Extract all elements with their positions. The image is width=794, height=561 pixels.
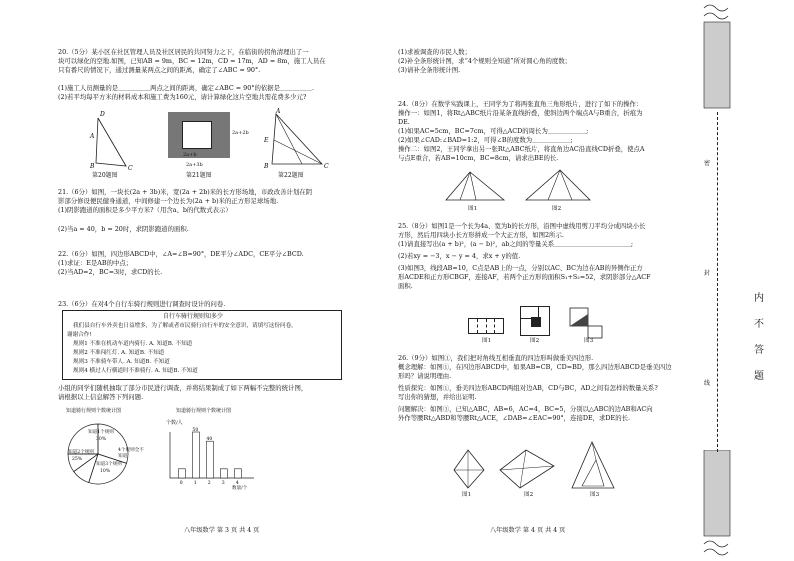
pie-label-3: 知道3个规则 [96, 462, 122, 467]
binding-word-1: 密 [704, 160, 711, 167]
pie-label-4: 4个规则全不知道 [118, 448, 144, 459]
fig24-1-crease [460, 172, 470, 200]
bar [234, 469, 241, 478]
binding-word-7: 题 [754, 371, 764, 382]
figure-25-3 [568, 304, 608, 340]
fig21-caption: 第21题图 [186, 172, 212, 179]
bar-chart [160, 426, 260, 488]
fig22-label-b: B [264, 163, 269, 170]
rp-top1: (1)求被调查的市民人数； [398, 48, 471, 56]
q21-line4: (2)当a = 40，b = 20时，求阴影跑道的面积. [58, 225, 189, 233]
bar-tick-label: 1 [193, 481, 197, 486]
binding-pattern-top [702, 0, 732, 110]
q24-line7: 与点E重合，若AB=10cm，BC=8cm，请求出BE的长. [398, 154, 559, 162]
bar [192, 432, 199, 478]
rp-top3: (3)请补全条形统计图. [398, 66, 461, 74]
pie-label-2: 知道2个规则 [68, 450, 94, 455]
figure-24-2 [520, 164, 596, 208]
figure-26-1 [448, 444, 490, 494]
fig24-2-fold [548, 170, 560, 200]
fig26-caption3: 图3 [590, 492, 600, 498]
bar-tick-label: 4 [235, 481, 239, 486]
fig20-label-d: D [100, 111, 105, 118]
fig26-1-quad [454, 450, 484, 488]
q25-line2: 方形，然后用四块小长方形拼成一个大正方形，如图2所示. [398, 231, 564, 239]
pie-value-2: 25% [72, 457, 83, 462]
fig20-label-a: A [90, 133, 95, 140]
q26-line1: 26.（9分）如图①，我们把对角线互相垂直的四边形叫做垂美四边形. [398, 354, 594, 362]
q25-line1: 25.（8分）如图1是一个长为4a、宽为b的长方形，沿图中虚线用剪刀平均分成四块小长 [398, 222, 646, 230]
fig22-line2 [274, 140, 322, 164]
q26-line6: 问题解决：如图③，已知△ABC，AB=6，AC=4，BC=5，分别以△ABC的边AB和AC向 [398, 405, 653, 413]
q21-line1: 21.（6分）如图，一块长(2a + 3b)米，宽(2a + 2b)米的长方形场地，市政改善计划在阴 [58, 188, 313, 196]
q25-line7: 面积. [398, 282, 413, 290]
q25-line6: 形ACDE和正方形CBGF，连接AF，若两个正方形的面积S₁+S₂=52，求阴影部分△ACF [398, 273, 651, 281]
bar-tick-label: 2 [207, 481, 211, 486]
q23-box-title: 自行车骑行规则知多少 [163, 313, 224, 320]
fig26-2-diag1 [500, 466, 554, 470]
bar-data-label: 50 [192, 428, 199, 433]
q20-line4: (1)施工人员测量的是＿＿＿＿＿两点之间的距离，确定∠ABC = 90°的依据是＿＿＿＿＿. [58, 84, 315, 92]
bar-xlabel: 数量/个 [232, 486, 248, 491]
binding-margin [694, 0, 794, 561]
fig21-inner-square [182, 121, 212, 149]
pie-label-1: 知道1个规则 [88, 430, 114, 435]
q21-line3: (1)阴影跑道的面积是多少平方米?（用含a、b的代数式表示） [58, 206, 232, 214]
q23-rule1: 规则1 不准在机动车道内骑行. A. 知道B. 不知道 [73, 341, 193, 347]
q25-line4: (2)若xy = −3，x − y = 4，求x + y的值. [398, 252, 521, 260]
q20-line5: (2)若平均每平方米的材料成本和施工费为160元，请计算绿化这片空地共需花费多少元? [58, 93, 307, 101]
bar-ylabel: 个数/人 [166, 420, 183, 426]
q23-box-line2: 谢谢合作! [67, 332, 92, 338]
q26-line3: 形吗？请说明理由. [398, 372, 452, 380]
fig22-caption: 第22题图 [278, 172, 304, 179]
fig20-caption: 第20题图 [92, 172, 118, 179]
binding-hatch-top [704, 22, 730, 108]
binding-word-3: 线 [704, 380, 711, 387]
fig25-1-part [487, 319, 496, 333]
fig25-3-square2 [588, 326, 602, 338]
binding-word-6: 答 [754, 345, 764, 356]
q24-line3: DE. [398, 118, 410, 126]
fig26-2-diag2 [520, 450, 526, 488]
q24-line4: (1)如果AC=5cm，BC=7cm，可得△ACD的周长为＿＿＿＿＿＿; [398, 127, 589, 135]
fig25-1-part [469, 319, 478, 333]
pie-value-3: 10% [100, 469, 111, 474]
fig20-diagonal [98, 118, 126, 166]
bar [220, 469, 227, 478]
binding-word-4: 内 [754, 293, 764, 304]
q24-line2: 操作一：如图1，将Rt△ABC纸片沿某条直线折叠，使斜边两个端点A与B重合，折痕为 [398, 109, 643, 117]
fig26-3-inner [582, 460, 604, 486]
fig24-2-crease [560, 170, 572, 200]
q22-line1: 22.（6分）如图，四边形ABCD中，∠A=∠B=90°，DE平分∠ADC，CE平分∠BCD. [58, 250, 304, 258]
fig20-label-b: B [90, 163, 95, 170]
q26-line7: 外作等腰Rt△ABD和等腰Rt△ACE，∠DAB=∠EAC=90°，连接DE，求DE的长. [398, 414, 631, 422]
pie-title: 知道骑行规则个数统计图 [66, 408, 122, 414]
figure-22 [262, 106, 332, 172]
fig24-caption2: 图2 [552, 206, 562, 212]
left-footer: 八年级数学 第 3 页 共 4 页 [184, 527, 260, 534]
fig26-3-line [592, 442, 596, 460]
fig26-caption2: 图2 [524, 492, 534, 498]
q23-rule3: 规则3 不准骑车带人. A. 知道B. 不知道 [73, 359, 170, 365]
fig21-inner-label: 2a+b [183, 152, 197, 158]
q25-line5: (3)如图3，线段AB=10，C点是AB上的一点，分别以AC、BC为边在AB的异侧作正方 [398, 264, 643, 272]
fig21-top-label: 2a+3b [186, 162, 203, 168]
fig24-caption1: 图1 [468, 206, 478, 212]
binding-word-5: 不 [754, 319, 764, 330]
fig21-side-label: 2a+2b [232, 130, 249, 136]
fig22-line1 [276, 114, 302, 164]
pie-value-1: 30% [96, 437, 107, 442]
q24-line1: 24.（8分）在数学实践课上，王同学为了将两张直角三角形纸片，进行了如下的操作： [398, 100, 643, 108]
q24-line5: (2)如果∠CAD:∠BAD=1:2，可得∠B的度数为＿＿＿＿＿＿; [398, 136, 573, 144]
q20-line3: 只有番尺的情况下，通过测量某两点之间的距离，确定了∠ABC = 90°. [58, 66, 261, 74]
fig26-2-quad [500, 450, 554, 488]
q23-rule4: 规则4 横过人行横道时不准骑行. A. 知道B. 不知道 [73, 368, 198, 374]
fig25-1-part [495, 319, 503, 333]
bar-data-label: 40 [206, 437, 213, 443]
bar-tick-label: 3 [221, 481, 225, 486]
fig25-3-shade [570, 314, 588, 326]
binding-line [717, 112, 718, 452]
fig25-1-part [478, 319, 487, 333]
q26-line5: 写出你的猜想，并给出证明. [398, 393, 477, 401]
q21-line2: 影部分修设便民健身通道，中间修建一个边长为(2a + b)米的正方形足球场地. [58, 197, 279, 205]
fig22-label-e: E [264, 137, 269, 144]
binding-word-2: 封 [704, 270, 711, 277]
fig22-label-c: C [324, 163, 329, 170]
q23-survey-box [62, 310, 342, 380]
fig25-caption1: 图1 [482, 338, 492, 344]
q23-after2: 请根据以上信息解答下列问题. [58, 393, 144, 401]
fig25-2-center [531, 317, 541, 327]
figure-21 [168, 112, 230, 158]
q23-after1: 小组的同学们随机抽取了部分市民进行调查，并将结果制成了如下两幅不完整的统计图， [58, 384, 308, 392]
fig26-caption1: 图1 [462, 492, 472, 498]
q22-line3: (2)当AD=2，BC=3时，求CD的长. [58, 268, 163, 276]
bar [178, 469, 185, 478]
bar [206, 441, 213, 478]
figure-26-3 [568, 436, 618, 494]
figure-26-2 [496, 446, 558, 492]
bar-title: 知道骑行规则个数统计图 [176, 408, 232, 414]
binding-hatch-bottom [704, 450, 730, 536]
q20-line2: 块可以绿化的空地.如图，已知AB = 9m，BC = 12m，CD = 17m，AD = 8m，施工人员在 [58, 57, 326, 65]
figure-20 [88, 108, 138, 178]
q23-intro: 23.（6分）在对4个自行车骑行规则进行调查时设计的问卷. [58, 300, 226, 308]
fig25-caption2: 图2 [530, 338, 540, 344]
binding-pattern-bottom [702, 450, 732, 560]
figure-24-1 [440, 164, 510, 208]
fig25-caption3: 图3 [584, 338, 594, 344]
right-footer: 八年级数学 第 4 页 共 4 页 [490, 527, 566, 534]
q22-line2: (1)求证：E是AB的中点； [58, 259, 133, 267]
binding-wave [704, 541, 728, 555]
q26-line4: 性质探究：如图①，垂美四边形ABCD两组对边AB，CD与BC，AD之间有怎样的数量关系? [398, 384, 658, 392]
fig20-label-c: C [128, 165, 133, 172]
rp-top2: (2)补全条形统计图，求“4个规则全知道”所对圆心角的度数； [398, 57, 572, 65]
figure-25-1 [468, 318, 504, 334]
q23-box-line1: 我们县自行车外卖也日益增多，为了解或者市民骑行自行车的安全意识，请填写这份问卷， [73, 323, 297, 329]
q20-line1: 20.（5分）某小区在社区管理人员及社区居民的共同努力之下，在临街的拐角清理出了一 [58, 48, 309, 56]
fig22-label-a: A [276, 108, 281, 115]
binding-wave [704, 5, 728, 19]
q25-line3: (1)请直接写出(a + b)²，(a − b)²，ab之间的等量关系＿＿＿＿＿＿＿＿＿＿＿＿; [398, 240, 633, 248]
figure-25-2 [520, 306, 550, 336]
bar-tick-label: 0 [179, 481, 183, 486]
q24-line6: 操作二：如图2，王同学拿出另一张Rt△ABC纸片，将直角边AC沿直线CD折叠，使点A [398, 145, 645, 153]
q26-line2: 概念理解：如图①，在四边形ABCD中，如果AB=CB，CD=BD，那么四边形ABCD是垂美四边 [398, 363, 672, 371]
fig22-outline [272, 114, 322, 164]
q23-rule2: 规则2 不准闯红灯. A. 知道B. 不知道 [73, 350, 165, 356]
